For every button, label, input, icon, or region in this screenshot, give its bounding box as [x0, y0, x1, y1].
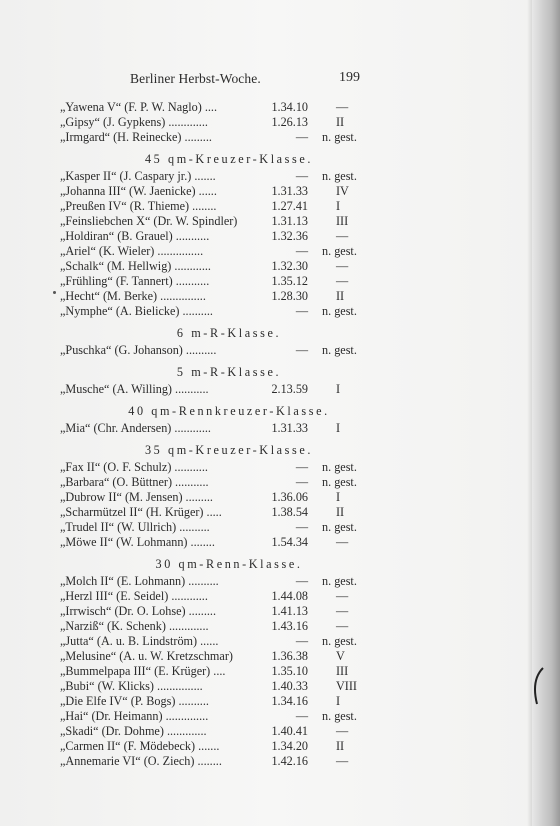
boat-and-owner: „Preußen IV“ (R. Thieme) ........: [60, 199, 217, 213]
finish-time: 1.31.33: [271, 421, 308, 435]
boat-and-owner: „Schalk“ (M. Hellwig) ............: [60, 259, 211, 273]
finish-time: —: [295, 634, 308, 648]
class-heading: 45 qm-Kreuzer-Klasse.: [144, 152, 314, 166]
finish-time: —: [295, 574, 308, 588]
result-row: [60, 244, 380, 259]
finish-time: 1.36.38: [271, 649, 308, 663]
boat-and-owner: „Molch II“ (E. Lohmann) ..........: [60, 574, 219, 588]
boat-and-owner: „Dubrow II“ (M. Jensen) .........: [60, 490, 213, 504]
boat-and-owner: „Narziß“ (K. Schenk) .............: [60, 619, 209, 633]
finish-time: 1.26.13: [271, 115, 308, 129]
boat-and-owner: „Johanna III“ (W. Jaenicke) ......: [60, 184, 217, 198]
finish-time: —: [295, 520, 308, 534]
page-number: 199: [339, 70, 360, 85]
boat-and-owner: „Musche“ (A. Willing) ...........: [60, 382, 209, 396]
finish-time: —: [295, 304, 308, 318]
finish-time: 1.44.08: [271, 589, 308, 603]
result-row: [60, 649, 380, 664]
boat-and-owner: „Carmen II“ (F. Mödebeck) .......: [60, 739, 220, 753]
placing: II: [336, 739, 345, 753]
class-heading: 5 m-R-Klasse.: [176, 365, 282, 379]
finish-time: 1.32.36: [271, 229, 308, 243]
placing: I: [336, 490, 341, 504]
boat-and-owner: „Hai“ (Dr. Heimann) ..............: [60, 709, 209, 723]
placing: I: [336, 421, 341, 435]
boat-and-owner: „Kasper II“ (J. Caspary jr.) .......: [60, 169, 216, 183]
placing: n. gest.: [322, 634, 357, 648]
placing: —: [336, 589, 349, 603]
placing: n. gest.: [322, 574, 357, 588]
placing: —: [336, 535, 349, 549]
result-row: [60, 574, 380, 589]
finish-time: 1.32.30: [271, 259, 308, 273]
class-heading: 30 qm-Renn-Klasse.: [155, 557, 303, 571]
finish-time: 1.34.20: [271, 739, 308, 753]
result-row: [60, 535, 380, 550]
placing: —: [336, 754, 349, 768]
finish-time: 1.36.06: [271, 490, 308, 504]
placing: n. gest.: [322, 460, 357, 474]
placing: —: [336, 604, 349, 618]
placing: n. gest.: [322, 343, 357, 357]
placing: n. gest.: [322, 130, 357, 144]
placing: —: [336, 259, 349, 273]
finish-time: 1.28.30: [271, 289, 308, 303]
result-row: [60, 739, 380, 754]
finish-time: —: [295, 244, 308, 258]
placing: n. gest.: [322, 244, 357, 258]
finish-time: —: [295, 169, 308, 183]
finish-time: 1.40.33: [271, 679, 308, 693]
result-row: [60, 754, 380, 769]
finish-time: 1.40.41: [271, 724, 308, 738]
finish-time: —: [295, 709, 308, 723]
result-row: [60, 259, 380, 274]
result-row: [60, 169, 380, 184]
boat-and-owner: „Scharmützel II“ (H. Krüger) .....: [60, 505, 222, 519]
boat-and-owner: „Puschka“ (G. Johanson) ..........: [60, 343, 217, 357]
result-row: [60, 604, 380, 619]
class-heading: 6 m-R-Klasse.: [176, 326, 282, 340]
class-heading: 35 qm-Kreuzer-Klasse.: [144, 443, 314, 457]
result-row: [60, 421, 380, 436]
placing: n. gest.: [322, 709, 357, 723]
placing: V: [336, 649, 345, 663]
finish-time: 1.54.34: [271, 535, 308, 549]
boat-and-owner: „Bummelpapa III“ (E. Krüger) ....: [60, 664, 226, 678]
boat-and-owner: „Trudel II“ (W. Ullrich) ..........: [60, 520, 210, 534]
result-row: [60, 475, 380, 490]
finish-time: 1.41.13: [271, 604, 308, 618]
finish-time: 1.43.16: [271, 619, 308, 633]
finish-time: —: [295, 343, 308, 357]
boat-and-owner: „Feinsliebchen X“ (Dr. W. Spindler): [60, 214, 238, 228]
finish-time: —: [295, 460, 308, 474]
finish-time: 1.42.16: [271, 754, 308, 768]
boat-and-owner: „Frühling“ (F. Tannert) ...........: [60, 274, 210, 288]
ink-speck: [53, 291, 56, 294]
placing: II: [336, 115, 345, 129]
boat-and-owner: „Irmgard“ (H. Reinecke) .........: [60, 130, 212, 144]
placing: n. gest.: [322, 475, 357, 489]
finish-time: —: [295, 475, 308, 489]
boat-and-owner: „Nymphe“ (A. Bielicke) ..........: [60, 304, 213, 318]
boat-and-owner: „Skadi“ (Dr. Dohme) .............: [60, 724, 207, 738]
boat-and-owner: „Yawena V“ (F. P. W. Naglo) ....: [60, 100, 218, 114]
placing: n. gest.: [322, 169, 357, 183]
result-row: [60, 694, 380, 709]
result-row: [60, 343, 380, 358]
class-heading: 40 qm-Rennkreuzer-Klasse.: [128, 404, 330, 418]
boat-and-owner: „Mia“ (Chr. Andersen) ............: [60, 421, 211, 435]
boat-and-owner: „Annemarie VI“ (O. Ziech) ........: [60, 754, 222, 768]
placing: n. gest.: [322, 520, 357, 534]
result-row: [60, 679, 380, 694]
finish-time: —: [295, 130, 308, 144]
finish-time: 1.31.33: [271, 184, 308, 198]
finish-time: 1.35.12: [271, 274, 308, 288]
result-row: [60, 589, 380, 604]
placing: —: [336, 724, 349, 738]
placing: III: [336, 214, 349, 228]
placing: I: [336, 382, 341, 396]
boat-and-owner: „Gipsy“ (J. Gypkens) .............: [60, 115, 208, 129]
result-row: [60, 289, 380, 304]
placing: III: [336, 664, 349, 678]
result-row: [60, 709, 380, 724]
boat-and-owner: „Irrwisch“ (Dr. O. Lohse) .........: [60, 604, 217, 618]
finish-time: 1.31.13: [271, 214, 308, 228]
results-list: [60, 100, 380, 773]
result-row: [60, 274, 380, 289]
boat-and-owner: „Barbara“ (O. Büttner) ...........: [60, 475, 209, 489]
boat-and-owner: „Möwe II“ (W. Lohmann) ........: [60, 535, 215, 549]
result-row: [60, 382, 380, 397]
placing: —: [336, 619, 349, 633]
result-row: [60, 619, 380, 634]
boat-and-owner: „Holdiran“ (B. Grauel) ...........: [60, 229, 210, 243]
page-curl-mark: [531, 666, 545, 706]
placing: II: [336, 505, 345, 519]
result-row: [60, 214, 380, 229]
boat-and-owner: „Fax II“ (O. F. Schulz) ...........: [60, 460, 208, 474]
finish-time: 1.35.10: [271, 664, 308, 678]
result-row: [60, 115, 380, 130]
finish-time: 1.34.10: [271, 100, 308, 114]
placing: I: [336, 694, 341, 708]
boat-and-owner: „Hecht“ (M. Berke) ...............: [60, 289, 206, 303]
boat-and-owner: „Die Elfe IV“ (P. Bogs) ..........: [60, 694, 209, 708]
placing: I: [336, 199, 341, 213]
result-row: [60, 130, 380, 145]
result-row: [60, 229, 380, 244]
boat-and-owner: „Jutta“ (A. u. B. Lindström) ......: [60, 634, 219, 648]
result-row: [60, 634, 380, 649]
placing: —: [336, 274, 349, 288]
boat-and-owner: „Bubi“ (W. Klicks) ...............: [60, 679, 203, 693]
result-row: [60, 184, 380, 199]
result-row: [60, 304, 380, 319]
finish-time: 1.27.41: [271, 199, 308, 213]
placing: IV: [336, 184, 349, 198]
boat-and-owner: „Ariel“ (K. Wieler) ...............: [60, 244, 204, 258]
boat-and-owner: „Herzl III“ (E. Seidel) ............: [60, 589, 208, 603]
result-row: [60, 724, 380, 739]
placing: VIII: [336, 679, 357, 693]
boat-and-owner: „Melusine“ (A. u. W. Kretzschmar): [60, 649, 233, 663]
result-row: [60, 199, 380, 214]
finish-time: 1.38.54: [271, 505, 308, 519]
running-header: Berliner Herbst-Woche.: [130, 71, 261, 86]
result-row: [60, 520, 380, 535]
finish-time: 2.13.59: [271, 382, 308, 396]
placing: n. gest.: [322, 304, 357, 318]
result-row: [60, 460, 380, 475]
result-row: [60, 100, 380, 115]
placing: —: [336, 229, 349, 243]
result-row: [60, 664, 380, 679]
placing: —: [336, 100, 349, 114]
finish-time: 1.34.16: [271, 694, 308, 708]
result-row: [60, 490, 380, 505]
result-row: [60, 505, 380, 520]
placing: II: [336, 289, 345, 303]
